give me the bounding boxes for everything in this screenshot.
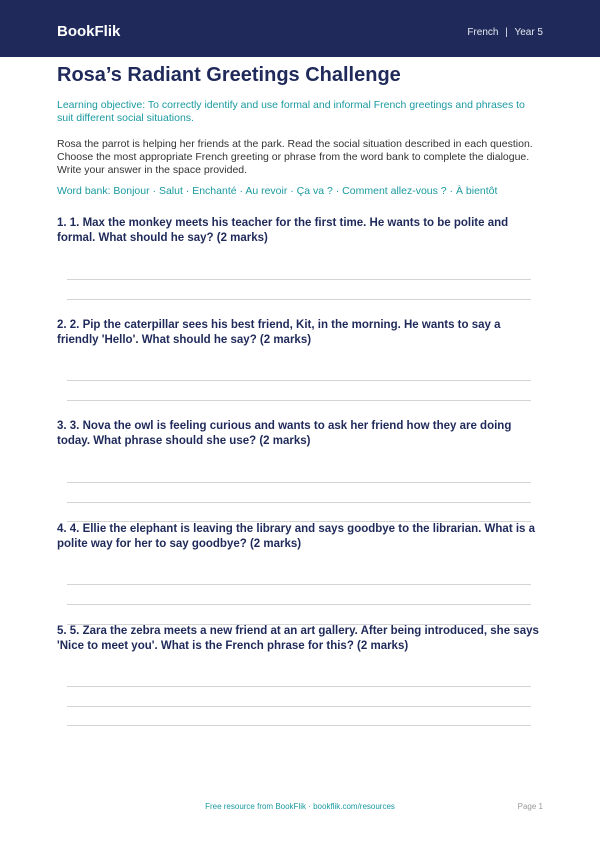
answer-line[interactable] <box>67 482 531 483</box>
level-label: Year 5 <box>514 27 543 38</box>
subject-label: French <box>467 27 499 38</box>
answer-line[interactable] <box>67 725 531 726</box>
answer-line[interactable] <box>67 299 531 300</box>
answer-line[interactable] <box>67 380 531 381</box>
meta-separator: | <box>505 27 508 38</box>
answer-line[interactable] <box>67 706 531 707</box>
subject-level <box>467 27 543 38</box>
word-bank: Word bank: Bonjour · Salut · Enchanté · Au revoir · Ça va ? · Comment allez-vous ? · À bientôt <box>57 185 498 197</box>
answer-line[interactable] <box>67 502 531 503</box>
question-4: 4. 4. Ellie the elephant is leaving the library and says goodbye to the librarian. What is a polite way for her to say goodbye? (2 marks) <box>57 523 536 550</box>
answer-line[interactable] <box>67 604 531 605</box>
question-5: 5. 5. Zara the zebra meets a new friend at an art gallery. After being introduced, she says 'Nice to meet you'. What is the French phrase for this? (2 marks) <box>57 625 539 652</box>
learning-objective: Learning objective: To correctly identify and use formal and informal French greetings and phrases to suit different social situations. <box>57 99 525 124</box>
question-2: 2. 2. Pip the caterpillar sees his best friend, Kit, in the morning. He wants to say a friendly 'Hello'. What should he say? (2 marks) <box>57 319 501 346</box>
answer-line[interactable] <box>67 400 531 401</box>
question-3: 3. 3. Nova the owl is feeling curious and wants to ask her friend how they are doing today. What phrase should she use? (2 marks) <box>57 420 512 447</box>
page-header <box>0 0 600 57</box>
worksheet-title: Rosa’s Radiant Greetings Challenge <box>57 64 401 86</box>
answer-line[interactable] <box>67 584 531 585</box>
footer-link[interactable]: Free resource from BookFlik · bookflik.com/resources <box>205 802 395 811</box>
page-number: Page 1 <box>517 802 543 811</box>
answer-line[interactable] <box>67 686 531 687</box>
brand-logo-text: BookFlik <box>57 23 121 40</box>
answer-line[interactable] <box>67 279 531 280</box>
question-1: 1. 1. Max the monkey meets his teacher for the first time. He wants to be polite and formal. What should he say? (2 marks) <box>57 217 509 244</box>
instructions: Rosa the parrot is helping her friends at the park. Read the social situation described in each question. Choose the most appropriate French greeting or phrase from the word bank to complete the dialogue. Write your answer in the space provided. <box>57 138 533 176</box>
